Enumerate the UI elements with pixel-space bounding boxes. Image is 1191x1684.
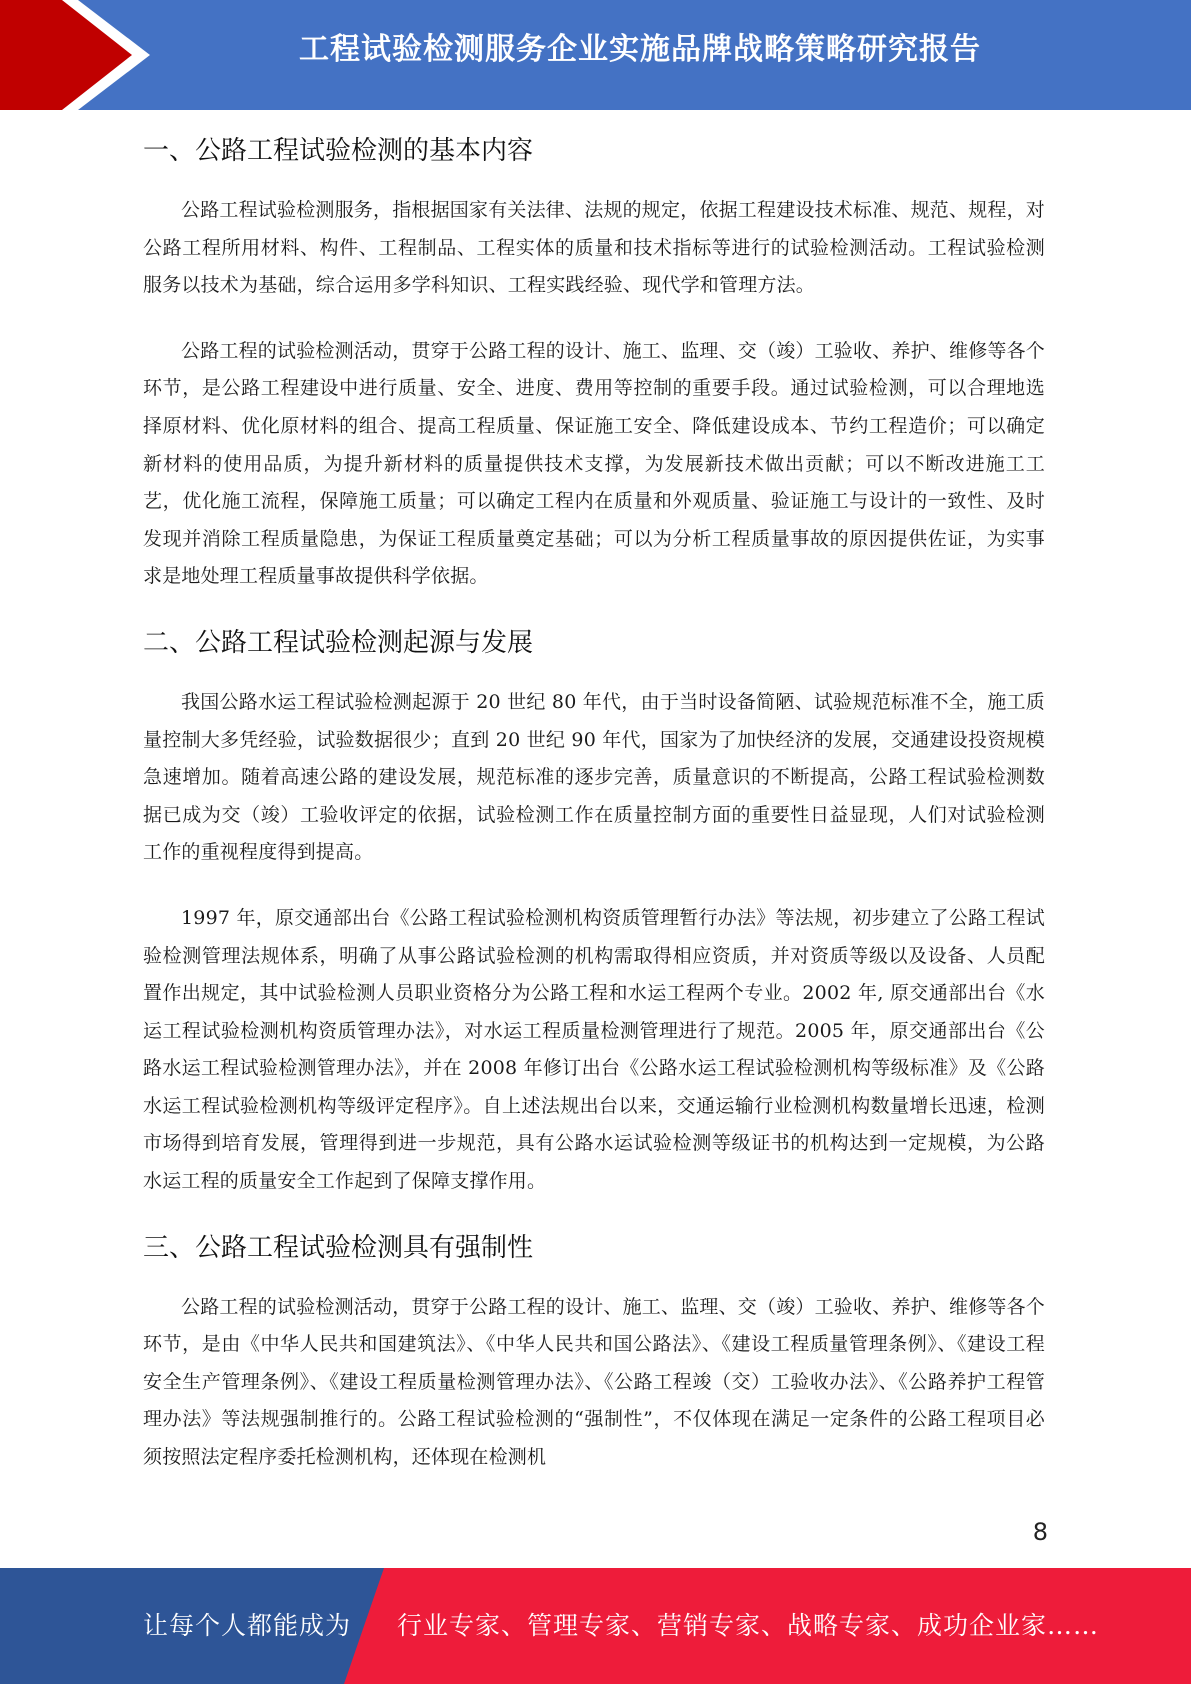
- section-heading-2: 二、公路工程试验检测起源与发展: [143, 627, 534, 658]
- page-number: 8: [1032, 1518, 1048, 1546]
- header-bar: [0, 0, 1191, 110]
- paragraph: 公路工程的试验检测活动，贯穿于公路工程的设计、施工、监理、交（竣）工验收、养护、维修等各个环节，是公路工程建设中进行质量、安全、进度、费用等控制的重要手段。通过试验检测，可以合理地选择原材料、优化原材料的组合、提高工程质量、保证施工安全、降低建设成本、节约工程造价；可以确定新材料的使用品质，为提升新材料的质量提供技术支撑，为发展新技术做出贡献；可以不断改进施工工艺，优化施工流程，保障施工质量；可以确定工程内在质量和外观质量、验证施工与设计的一致性、及时发现并消除工程质量隐患，为保证工程质量奠定基础；可以为分析工程质量事故的原因提供佐证，为实事求是地处理工程质量事故提供科学依据。: [143, 339, 1046, 588]
- paragraph: 我国公路水运工程试验检测起源于 20 世纪 80 年代，由于当时设备简陋、试验规范标准不全，施工质量控制大多凭经验，试验数据很少；直到 20 世纪 90 年代，国家为了加快经济的发展，交通建设投资规模急速增加。随着高速公路的建设发展，规范标准的逐步完善，质量意识的不断提高，公路工程试验检测数据已成为交（竣）工验收评定的依据，试验检测工作在质量控制方面的重要性日益显现，人们对试验检测工作的重视程度得到提高。: [143, 690, 1045, 864]
- document-title: 工程试验检测服务企业实施品牌战略策略研究报告: [299, 32, 981, 67]
- header-arrow-decoration: [0, 0, 160, 110]
- section-heading-3: 三、公路工程试验检测具有强制性: [143, 1232, 534, 1263]
- footer-bar: [0, 1568, 1191, 1684]
- document-body: [143, 120, 1045, 1505]
- paragraph: 公路工程的试验检测活动，贯穿于公路工程的设计、施工、监理、交（竣）工验收、养护、维修等各个环节，是由《中华人民共和国建筑法》、《中华人民共和国公路法》、《建设工程质量管理条例》、《建设工程安全生产管理条例》、《建设工程质量检测管理办法》、《公路工程竣（交）工验收办法》、《公路养护工程管理办法》等法规强制推行的。公路工程试验检测的“强制性”，不仅体现在满足一定条件的公路工程项目必须按照法定程序委托检测机构，还体现在检测机: [143, 1295, 1046, 1469]
- footer-slogan-right: 行业专家、管理专家、营销专家、战略专家、成功企业家……: [397, 1611, 1100, 1640]
- paragraph: 公路工程试验检测服务，指根据国家有关法律、法规的规定，依据工程建设技术标准、规范、规程，对公路工程所用材料、构件、工程制品、工程实体的质量和技术指标等进行的试验检测活动。工程试验检测服务以技术为基础，综合运用多学科知识、工程实践经验、现代学和管理方法。: [143, 199, 1046, 297]
- paragraph: 1997 年，原交通部出台《公路工程试验检测机构资质管理暂行办法》等法规，初步建立了公路工程试验检测管理法规体系，明确了从事公路试验检测的机构需取得相应资质，并对资质等级以及设备、人员配置作出规定，其中试验检测人员职业资格分为公路工程和水运工程两个专业。2002 年, 原交通部出台《水运工程试验检测机构资质管理办法》，对水运工程质量检测管理进行了规范。2005 年，原交通部出台《公路水运工程试验检测管理办法》，并在 2008 年修订出台《公路水运工程试验检测机构等级标准》及《公路水运工程试验检测机构等级评定程序》。自上述法规出台以来，交通运输行业检测机构数量增长迅速，检测市场得到培育发展，管理得到进一步规范，具有公路水运试验检测等级证书的机构达到一定规模，为公路水运工程的质量安全工作起到了保障支撑作用。: [143, 906, 1045, 1193]
- header-arrow-red: [0, 0, 132, 110]
- section-heading-1: 一、公路工程试验检测的基本内容: [143, 136, 534, 166]
- footer-slogan-left: 让每个人都能成为: [143, 1611, 352, 1640]
